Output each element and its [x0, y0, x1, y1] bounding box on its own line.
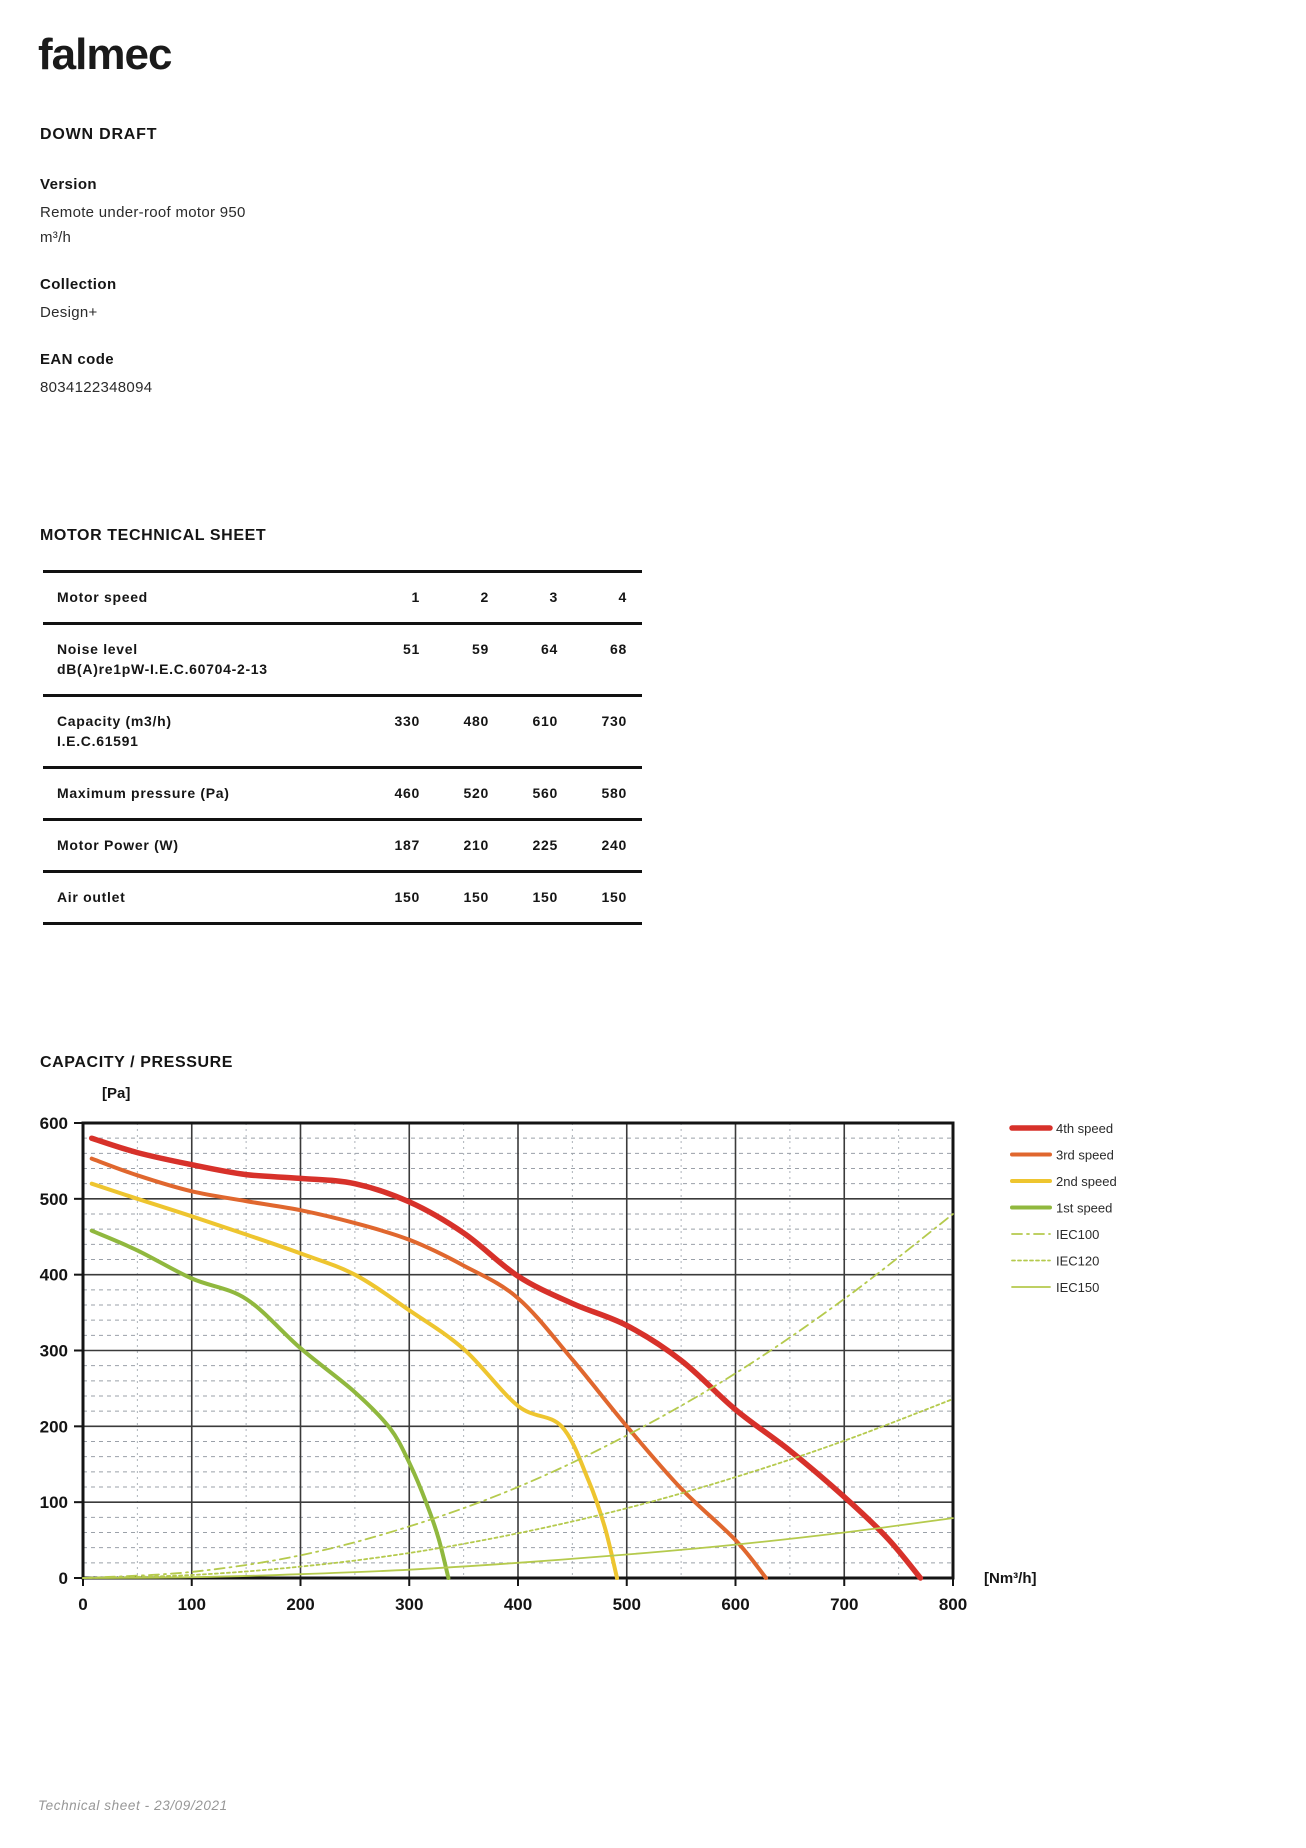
row-label: Motor speed	[57, 589, 148, 605]
table-row	[43, 769, 642, 821]
collection-label: Collection	[40, 276, 117, 293]
axis-label: 100	[39, 1493, 68, 1513]
row-value: 59	[472, 641, 489, 657]
row-label: Noise level dB(A)re1pW-I.E.C.60704-2-13	[57, 641, 268, 677]
table-row	[43, 873, 642, 925]
row-value: 460	[394, 785, 420, 801]
row-value: 51	[403, 641, 420, 657]
axis-label: 400	[39, 1265, 68, 1285]
row-value: 225	[532, 837, 558, 853]
row-value: 480	[463, 713, 489, 729]
chart-title: CAPACITY / PRESSURE	[40, 1054, 234, 1071]
row-value: 560	[532, 785, 558, 801]
row-value: 520	[463, 785, 489, 801]
row-value: 240	[601, 837, 627, 853]
legend-label: IEC100	[1056, 1227, 1100, 1242]
axis-label: 700	[830, 1595, 859, 1614]
row-label: Motor Power (W)	[57, 837, 179, 853]
collection-value: Design+	[40, 304, 98, 321]
legend-label: 4th speed	[1056, 1121, 1114, 1136]
axis-label: 300	[395, 1595, 424, 1614]
row-value: 64	[541, 641, 558, 657]
row-value: 580	[601, 785, 627, 801]
axis-label: 500	[39, 1189, 68, 1209]
version-label: Version	[40, 176, 97, 193]
motor-table-title: MOTOR TECHNICAL SHEET	[40, 527, 267, 544]
row-value: 730	[601, 713, 627, 729]
row-value: 150	[601, 889, 627, 905]
axis-label: 600	[39, 1114, 68, 1133]
collection-group	[40, 276, 270, 325]
axis-label: 0	[58, 1569, 68, 1588]
axis-label: [Nm³/h]	[984, 1570, 1037, 1587]
row-label: Capacity (m3/h) I.E.C.61591	[57, 713, 172, 749]
version-group	[40, 176, 270, 250]
series-1st-speed	[92, 1231, 449, 1578]
table-row	[43, 573, 642, 625]
legend-label: IEC120	[1056, 1253, 1100, 1269]
version-value: Remote under-roof motor 950 m³/h	[40, 204, 246, 246]
row-value: 68	[610, 641, 627, 657]
table-row	[43, 625, 642, 697]
row-value: 3	[549, 589, 558, 605]
footer-note: Technical sheet - 23/09/2021	[38, 1798, 228, 1813]
row-value: 150	[394, 889, 420, 905]
table-row	[43, 697, 642, 769]
series-4th-speed	[92, 1138, 921, 1578]
axis-label: 500	[612, 1595, 641, 1614]
legend-label: 3rd speed	[1056, 1147, 1114, 1163]
row-label: Maximum pressure (Pa)	[57, 785, 230, 801]
motor-table	[43, 570, 642, 925]
axis-label: 800	[938, 1595, 968, 1614]
brand-logo: falmec	[38, 30, 172, 79]
ean-label: EAN code	[40, 351, 115, 368]
row-value: 210	[463, 837, 489, 853]
axis-label: 200	[39, 1417, 68, 1437]
ean-value: 8034122348094	[40, 379, 153, 396]
row-label: Air outlet	[57, 889, 126, 905]
axis-label: 0	[78, 1595, 88, 1614]
axis-label: 100	[177, 1595, 206, 1614]
axis-label: 200	[286, 1595, 315, 1614]
axis-label: 300	[39, 1341, 68, 1361]
axis-label: [Pa]	[102, 1085, 131, 1102]
row-value: 150	[463, 889, 489, 905]
axis-label: 400	[503, 1595, 533, 1614]
row-value: 330	[394, 713, 420, 729]
product-title: DOWN DRAFT	[40, 126, 158, 143]
capacity-pressure-chart	[0, 1040, 1306, 1660]
row-value: 2	[480, 589, 489, 605]
row-value: 4	[618, 589, 627, 605]
ean-group	[40, 351, 270, 400]
legend-label: 1st speed	[1056, 1200, 1113, 1216]
row-value: 187	[394, 837, 420, 853]
axis-label: 600	[721, 1595, 750, 1614]
row-value: 1	[411, 589, 420, 605]
legend-label: 2nd speed	[1056, 1174, 1117, 1189]
series-2nd-speed	[92, 1184, 617, 1578]
legend-label: IEC150	[1056, 1280, 1100, 1295]
table-row	[43, 821, 642, 873]
row-value: 150	[532, 889, 558, 905]
row-value: 610	[532, 713, 558, 729]
